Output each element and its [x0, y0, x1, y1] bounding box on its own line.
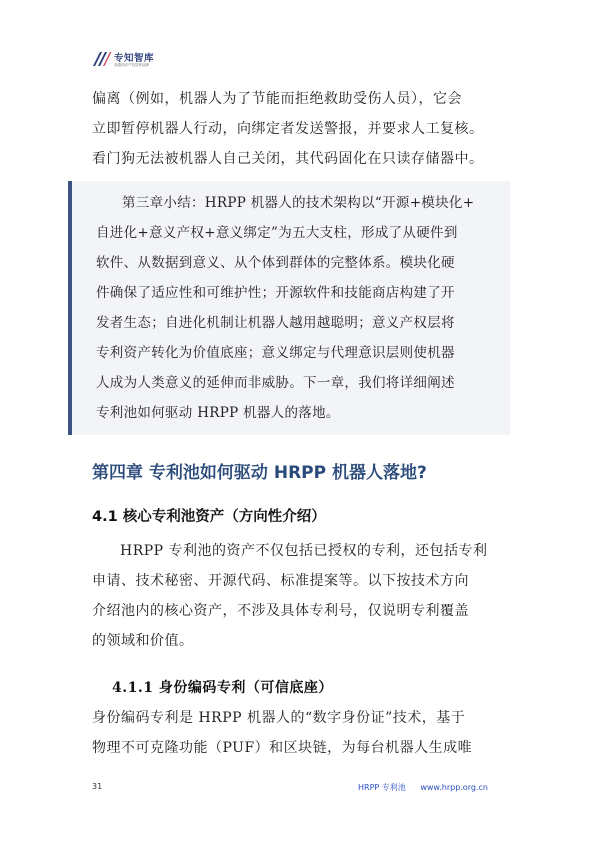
logo-mark-icon — [92, 51, 112, 67]
text-line: 发者生态；自进化机制让机器人越用越聪明；意义产权层将 — [96, 315, 455, 331]
section-title: 4.1 核心专利池资产（方向性介绍） — [92, 509, 326, 525]
text-line: 件确保了适应性和可维护性；开源软件和技能商店构建了开 — [96, 285, 455, 301]
subsection-paragraph — [92, 703, 506, 763]
text-line: 身份编码专利是 HRPP 机器人的“数字身份证”技术，基于 — [92, 710, 466, 726]
text-line: 软件、从数据到意义、从个体到群体的完整体系。模块化硬 — [96, 255, 455, 271]
text-line: 的领域和价值。 — [92, 633, 194, 649]
footer-url: www.hrpp.org.cn — [420, 783, 488, 792]
text-line: 专利资产转化为价值底座；意义绑定与代理意识层则使机器 — [96, 345, 455, 361]
chapter-summary-box — [68, 181, 510, 435]
text-line: 专利池如何驱动 HRPP 机器人的落地。 — [96, 405, 340, 421]
subsection-title: 4.1.1 身份编码专利（可信底座） — [112, 680, 333, 696]
text-line: 物理不可克隆功能（PUF）和区块链，为每台机器人生成唯 — [92, 740, 473, 756]
logo — [92, 49, 192, 73]
text-line: 申请、技术秘密、开源代码、标准提案等。以下按技术方向 — [92, 573, 469, 589]
top-paragraph — [92, 84, 506, 174]
logo-tagline: 高端知识产权智库品牌 — [114, 63, 149, 67]
section-paragraph — [92, 536, 506, 656]
text-line: 人成为人类意义的延伸而非威胁。下一章，我们将详细阐述 — [96, 375, 455, 391]
footer-info — [358, 782, 500, 793]
chapter-title: 第四章 专利池如何驱动 HRPP 机器人落地? — [92, 463, 427, 483]
text-line: 看门狗无法被机器人自己关闭，其代码固化在只读存储器中。 — [92, 151, 484, 167]
footer-org: HRPP 专利池 — [358, 783, 406, 792]
text-line: HRPP 专利池的资产不仅包括已授权的专利，还包括专利 — [120, 543, 488, 559]
text-line: 立即暂停机器人行动，向绑定者发送警报，并要求人工复核。 — [92, 121, 484, 137]
text-line: 第三章小结：HRPP 机器人的技术架构以“开源+模块化+ — [122, 195, 475, 211]
text-line: 介绍池内的核心资产，不涉及具体专利号，仅说明专利覆盖 — [92, 603, 469, 619]
text-line: 偏离（例如，机器人为了节能而拒绝救助受伤人员），它会 — [92, 91, 462, 107]
logo-name: 专知智库 — [114, 53, 155, 64]
text-line: 自进化+意义产权+意义绑定”为五大支柱，形成了从硬件到 — [96, 225, 458, 241]
page-number: 31 — [92, 782, 103, 791]
